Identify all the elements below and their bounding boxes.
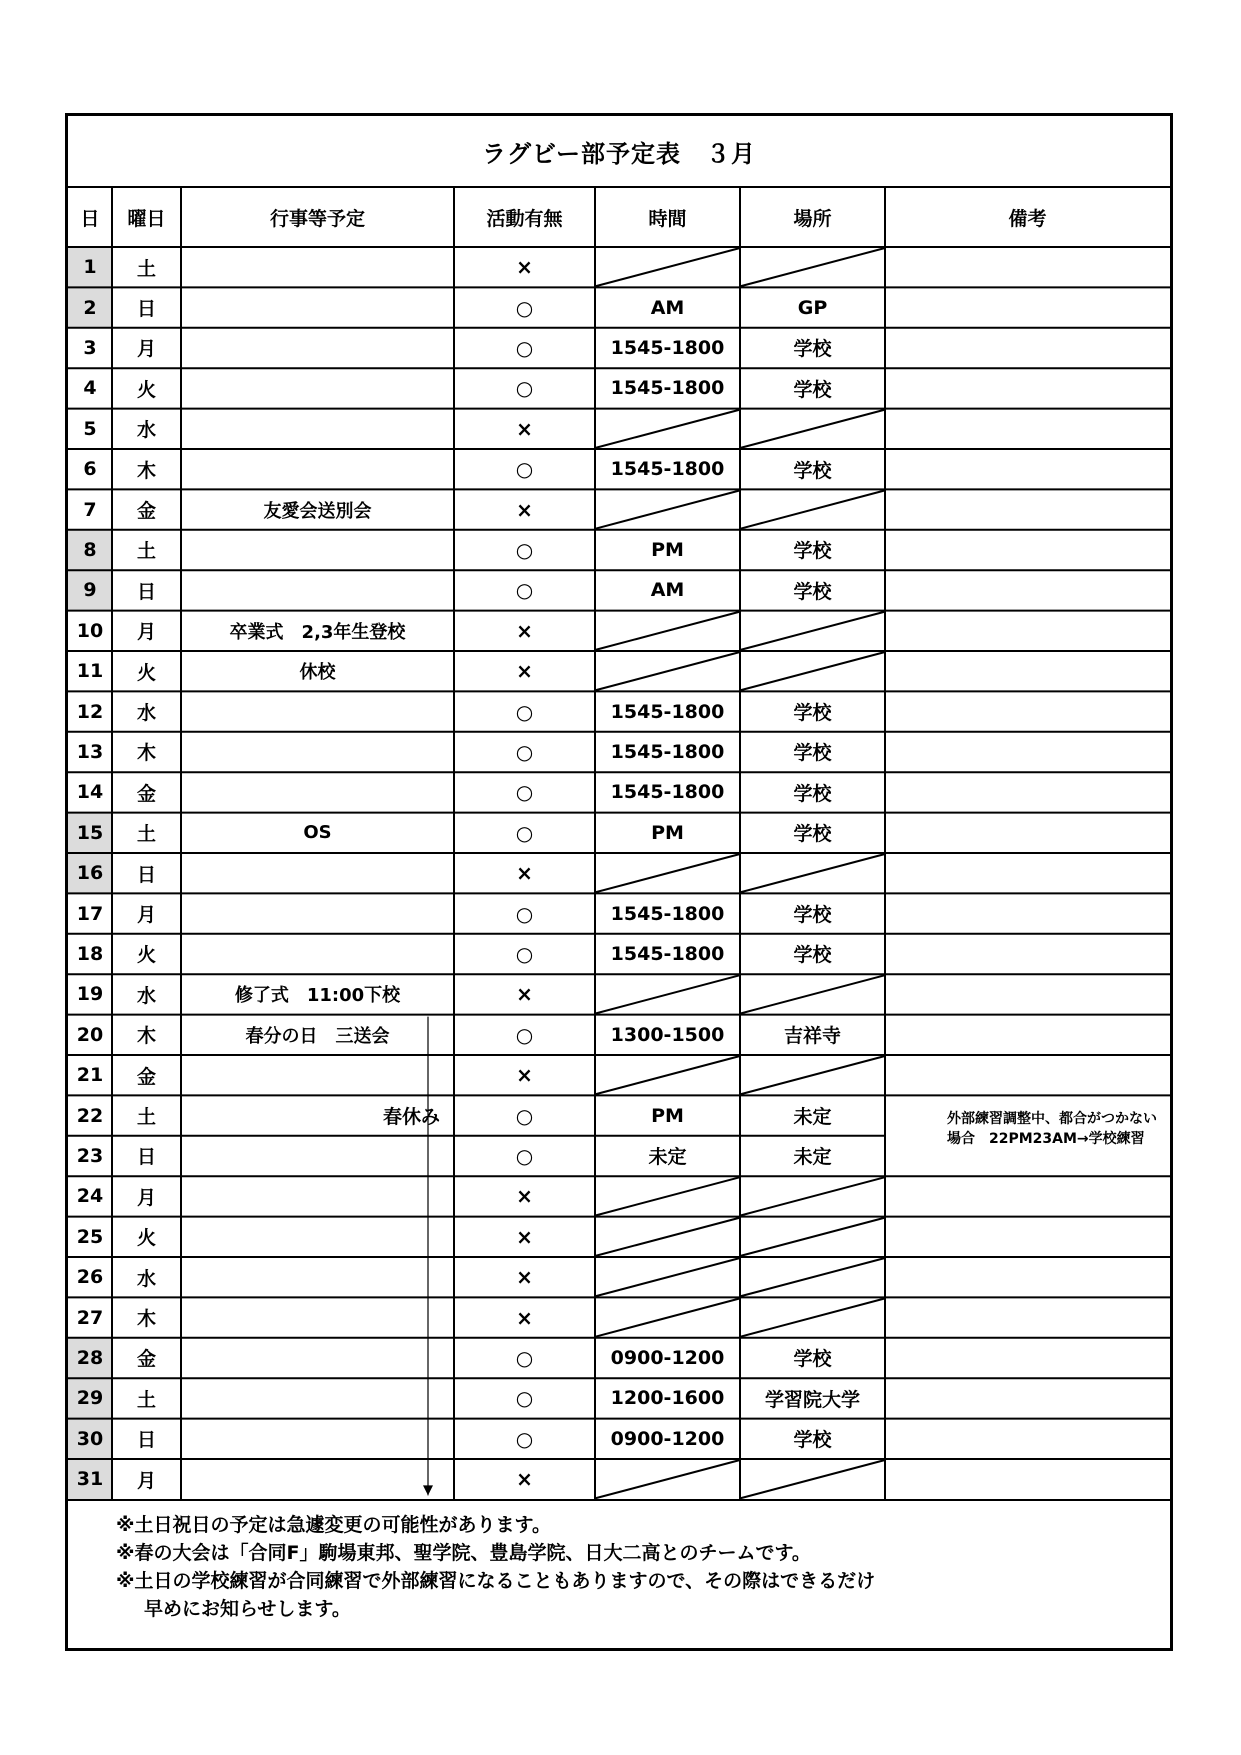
event-cell: 休校 (299, 662, 336, 684)
day-cell: 15 (76, 821, 104, 844)
note-line: 早めにお知らせします。 (144, 1598, 351, 1620)
time-cell: 1200-1600 (610, 1387, 725, 1410)
activity-cell: ○ (515, 578, 534, 603)
place-cell: 学校 (793, 1429, 832, 1452)
day-cell: 2 (83, 296, 97, 319)
day-cell: 13 (76, 740, 104, 763)
weekday-cell: 日 (136, 580, 156, 603)
weekday-cell: 月 (136, 1186, 156, 1209)
event-cell: 春休み (382, 1106, 440, 1129)
activity-cell: × (516, 618, 533, 643)
schedule-table (68, 186, 1170, 1501)
place-cell: 学校 (793, 580, 832, 603)
time-cell: AM (650, 296, 685, 319)
weekday-cell: 金 (136, 1065, 156, 1088)
day-cell: 5 (83, 417, 97, 440)
activity-cell: × (516, 1063, 533, 1088)
place-cell: 学校 (793, 944, 832, 967)
slash-mark (740, 410, 885, 448)
time-cell: 1545-1800 (610, 700, 725, 723)
time-cell: PM (651, 821, 684, 844)
activity-cell: ○ (515, 901, 534, 926)
activity-cell: × (516, 982, 533, 1007)
slash-mark (595, 1258, 740, 1296)
slash-mark (595, 854, 740, 892)
day-cell: 6 (83, 458, 97, 481)
notes-section (116, 1511, 875, 1623)
time-cell: 未定 (648, 1146, 687, 1169)
place-cell: 未定 (793, 1146, 832, 1169)
place-cell: 学校 (793, 540, 832, 563)
weekday-cell: 日 (136, 298, 156, 321)
event-cell: 修了式 11:00下校 (234, 985, 401, 1007)
day-cell: 24 (76, 1185, 104, 1208)
time-cell: 0900-1200 (610, 1427, 725, 1450)
weekday-cell: 土 (136, 257, 156, 280)
activity-cell: ○ (515, 295, 534, 320)
day-cell: 27 (76, 1306, 104, 1329)
weekday-cell: 日 (136, 1429, 156, 1452)
day-cell: 8 (83, 538, 97, 561)
time-cell: 1545-1800 (610, 377, 725, 400)
activity-cell: ○ (515, 1103, 534, 1128)
time-cell: 1545-1800 (610, 458, 725, 481)
slash-mark (595, 1056, 740, 1094)
activity-cell: ○ (515, 1022, 534, 1047)
activity-cell: × (516, 416, 533, 441)
day-cell: 26 (76, 1266, 104, 1289)
place-cell: 学校 (793, 338, 832, 361)
slash-mark (595, 490, 740, 528)
place-cell: 学校 (793, 1348, 832, 1371)
remarks-cell: 外部練習調整中、都合がつかない場合 22PM23AM→学校練習 (947, 1111, 1157, 1148)
slash-mark (595, 1298, 740, 1336)
weekday-cell: 土 (136, 1106, 156, 1129)
activity-cell: ○ (515, 537, 534, 562)
header-time: 時間 (648, 208, 687, 230)
weekday-cell: 土 (136, 1388, 156, 1411)
place-cell: 学校 (793, 742, 832, 765)
slash-mark (595, 652, 740, 690)
arrow-head (423, 1485, 433, 1495)
day-cell: 16 (76, 862, 104, 885)
weekday-cell: 金 (136, 500, 156, 523)
day-cell: 17 (76, 902, 104, 925)
day-cell: 18 (76, 942, 104, 965)
header-event: 行事等予定 (269, 208, 365, 230)
time-cell: PM (651, 1104, 684, 1127)
time-cell: PM (651, 538, 684, 561)
time-cell: 1545-1800 (610, 740, 725, 763)
header-place: 場所 (793, 208, 832, 230)
day-cell: 14 (76, 781, 104, 804)
day-cell: 23 (76, 1144, 104, 1167)
place-cell: 学校 (793, 702, 832, 725)
activity-cell: ○ (515, 335, 534, 360)
day-cell: 7 (83, 498, 97, 521)
day-cell: 31 (76, 1468, 104, 1491)
day-cell: 11 (76, 660, 104, 683)
note-line: ※土日の学校練習が合同練習で外部練習になることもありますので、その際はできるだけ (116, 1570, 876, 1592)
slash-mark (740, 1218, 885, 1256)
slash-mark (740, 612, 885, 650)
slash-mark (740, 1056, 885, 1094)
weekday-cell: 木 (136, 1308, 156, 1331)
slash-mark (595, 975, 740, 1013)
activity-cell: × (516, 255, 533, 280)
slash-mark (595, 612, 740, 650)
place-cell: 学校 (793, 823, 832, 846)
page-title: ラグビー部予定表 ３月 (481, 139, 757, 168)
place-cell: GP (797, 296, 828, 319)
day-cell: 19 (76, 983, 104, 1006)
slash-mark (740, 1177, 885, 1215)
header-remarks: 備考 (1008, 208, 1047, 230)
weekday-cell: 月 (136, 338, 156, 361)
day-cell: 30 (76, 1427, 104, 1450)
slash-mark (740, 1298, 885, 1336)
weekday-cell: 金 (136, 1348, 156, 1371)
place-cell: 学習院大学 (764, 1388, 860, 1411)
activity-cell: ○ (515, 941, 534, 966)
weekday-cell: 火 (136, 1227, 156, 1250)
schedule-sheet (65, 113, 1173, 1651)
place-cell: 吉祥寺 (783, 1025, 841, 1048)
slash-mark (595, 410, 740, 448)
activity-cell: ○ (515, 739, 534, 764)
weekday-cell: 月 (136, 904, 156, 927)
event-cell: OS (303, 822, 332, 844)
activity-cell: ○ (515, 780, 534, 805)
activity-cell: × (516, 1265, 533, 1290)
time-cell: AM (650, 579, 685, 602)
weekday-cell: 火 (136, 944, 156, 967)
day-cell: 25 (76, 1225, 104, 1248)
activity-cell: ○ (515, 820, 534, 845)
day-cell: 10 (76, 619, 104, 642)
activity-cell: ○ (515, 1386, 534, 1411)
activity-cell: ○ (515, 699, 534, 724)
header-activity: 活動有無 (486, 208, 563, 230)
slash-mark (740, 1460, 885, 1498)
day-cell: 1 (83, 256, 97, 279)
weekday-cell: 日 (136, 1146, 156, 1169)
time-cell: 0900-1200 (610, 1346, 725, 1369)
time-cell: 1545-1800 (610, 336, 725, 359)
place-cell: 学校 (793, 904, 832, 927)
day-cell: 29 (76, 1387, 104, 1410)
weekday-cell: 月 (136, 1469, 156, 1492)
weekday-cell: 木 (136, 1025, 156, 1048)
slash-mark (740, 975, 885, 1013)
event-cell: 春分の日 三送会 (245, 1025, 390, 1047)
weekday-cell: 水 (136, 419, 156, 442)
note-line: ※春の大会は「合同F」駒場東邦、聖学院、豊島学院、日大二高とのチームです。 (116, 1542, 811, 1564)
place-cell: 学校 (793, 459, 832, 482)
time-cell: 1545-1800 (610, 942, 725, 965)
weekday-cell: 火 (136, 378, 156, 401)
weekday-cell: 水 (136, 984, 156, 1007)
header-day: 日 (80, 208, 100, 230)
activity-cell: ○ (515, 1345, 534, 1370)
activity-cell: × (516, 1305, 533, 1330)
activity-cell: × (516, 1467, 533, 1492)
time-cell: 1300-1500 (610, 1023, 725, 1046)
weekday-cell: 土 (136, 540, 156, 563)
weekday-cell: 土 (136, 823, 156, 846)
time-cell: 1545-1800 (610, 902, 725, 925)
header-weekday: 曜日 (127, 208, 166, 230)
slash-mark (740, 1258, 885, 1296)
weekday-cell: 金 (136, 782, 156, 805)
day-cell: 28 (76, 1346, 104, 1369)
slash-mark (740, 248, 885, 286)
day-cell: 21 (76, 1064, 104, 1087)
day-cell: 20 (76, 1023, 104, 1046)
activity-cell: × (516, 1184, 533, 1209)
activity-cell: × (516, 1224, 533, 1249)
place-cell: 学校 (793, 378, 832, 401)
weekday-cell: 木 (136, 459, 156, 482)
slash-mark (740, 652, 885, 690)
activity-cell: ○ (515, 1426, 534, 1451)
activity-cell: ○ (515, 376, 534, 401)
slash-mark (595, 1177, 740, 1215)
activity-cell: ○ (515, 457, 534, 482)
slash-mark (595, 1460, 740, 1498)
slash-mark (595, 1218, 740, 1256)
day-cell: 22 (76, 1104, 104, 1127)
weekday-cell: 月 (136, 621, 156, 644)
weekday-cell: 水 (136, 702, 156, 725)
time-cell: 1545-1800 (610, 781, 725, 804)
day-cell: 12 (76, 700, 104, 723)
activity-cell: × (516, 659, 533, 684)
slash-mark (595, 248, 740, 286)
place-cell: 学校 (793, 782, 832, 805)
activity-cell: × (516, 861, 533, 886)
weekday-cell: 日 (136, 863, 156, 886)
slash-mark (740, 490, 885, 528)
day-cell: 4 (83, 377, 97, 400)
note-line: ※土日祝日の予定は急遽変更の可能性があります。 (116, 1514, 551, 1536)
slash-mark (740, 854, 885, 892)
activity-cell: ○ (515, 1143, 534, 1168)
event-cell: 卒業式 2,3年生登校 (229, 621, 406, 643)
weekday-cell: 水 (136, 1267, 156, 1290)
activity-cell: × (516, 497, 533, 522)
place-cell: 未定 (793, 1106, 832, 1129)
day-cell: 3 (83, 336, 97, 359)
weekday-cell: 木 (136, 742, 156, 765)
day-cell: 9 (83, 579, 97, 602)
event-cell: 友愛会送別会 (263, 500, 372, 522)
weekday-cell: 火 (136, 661, 156, 684)
